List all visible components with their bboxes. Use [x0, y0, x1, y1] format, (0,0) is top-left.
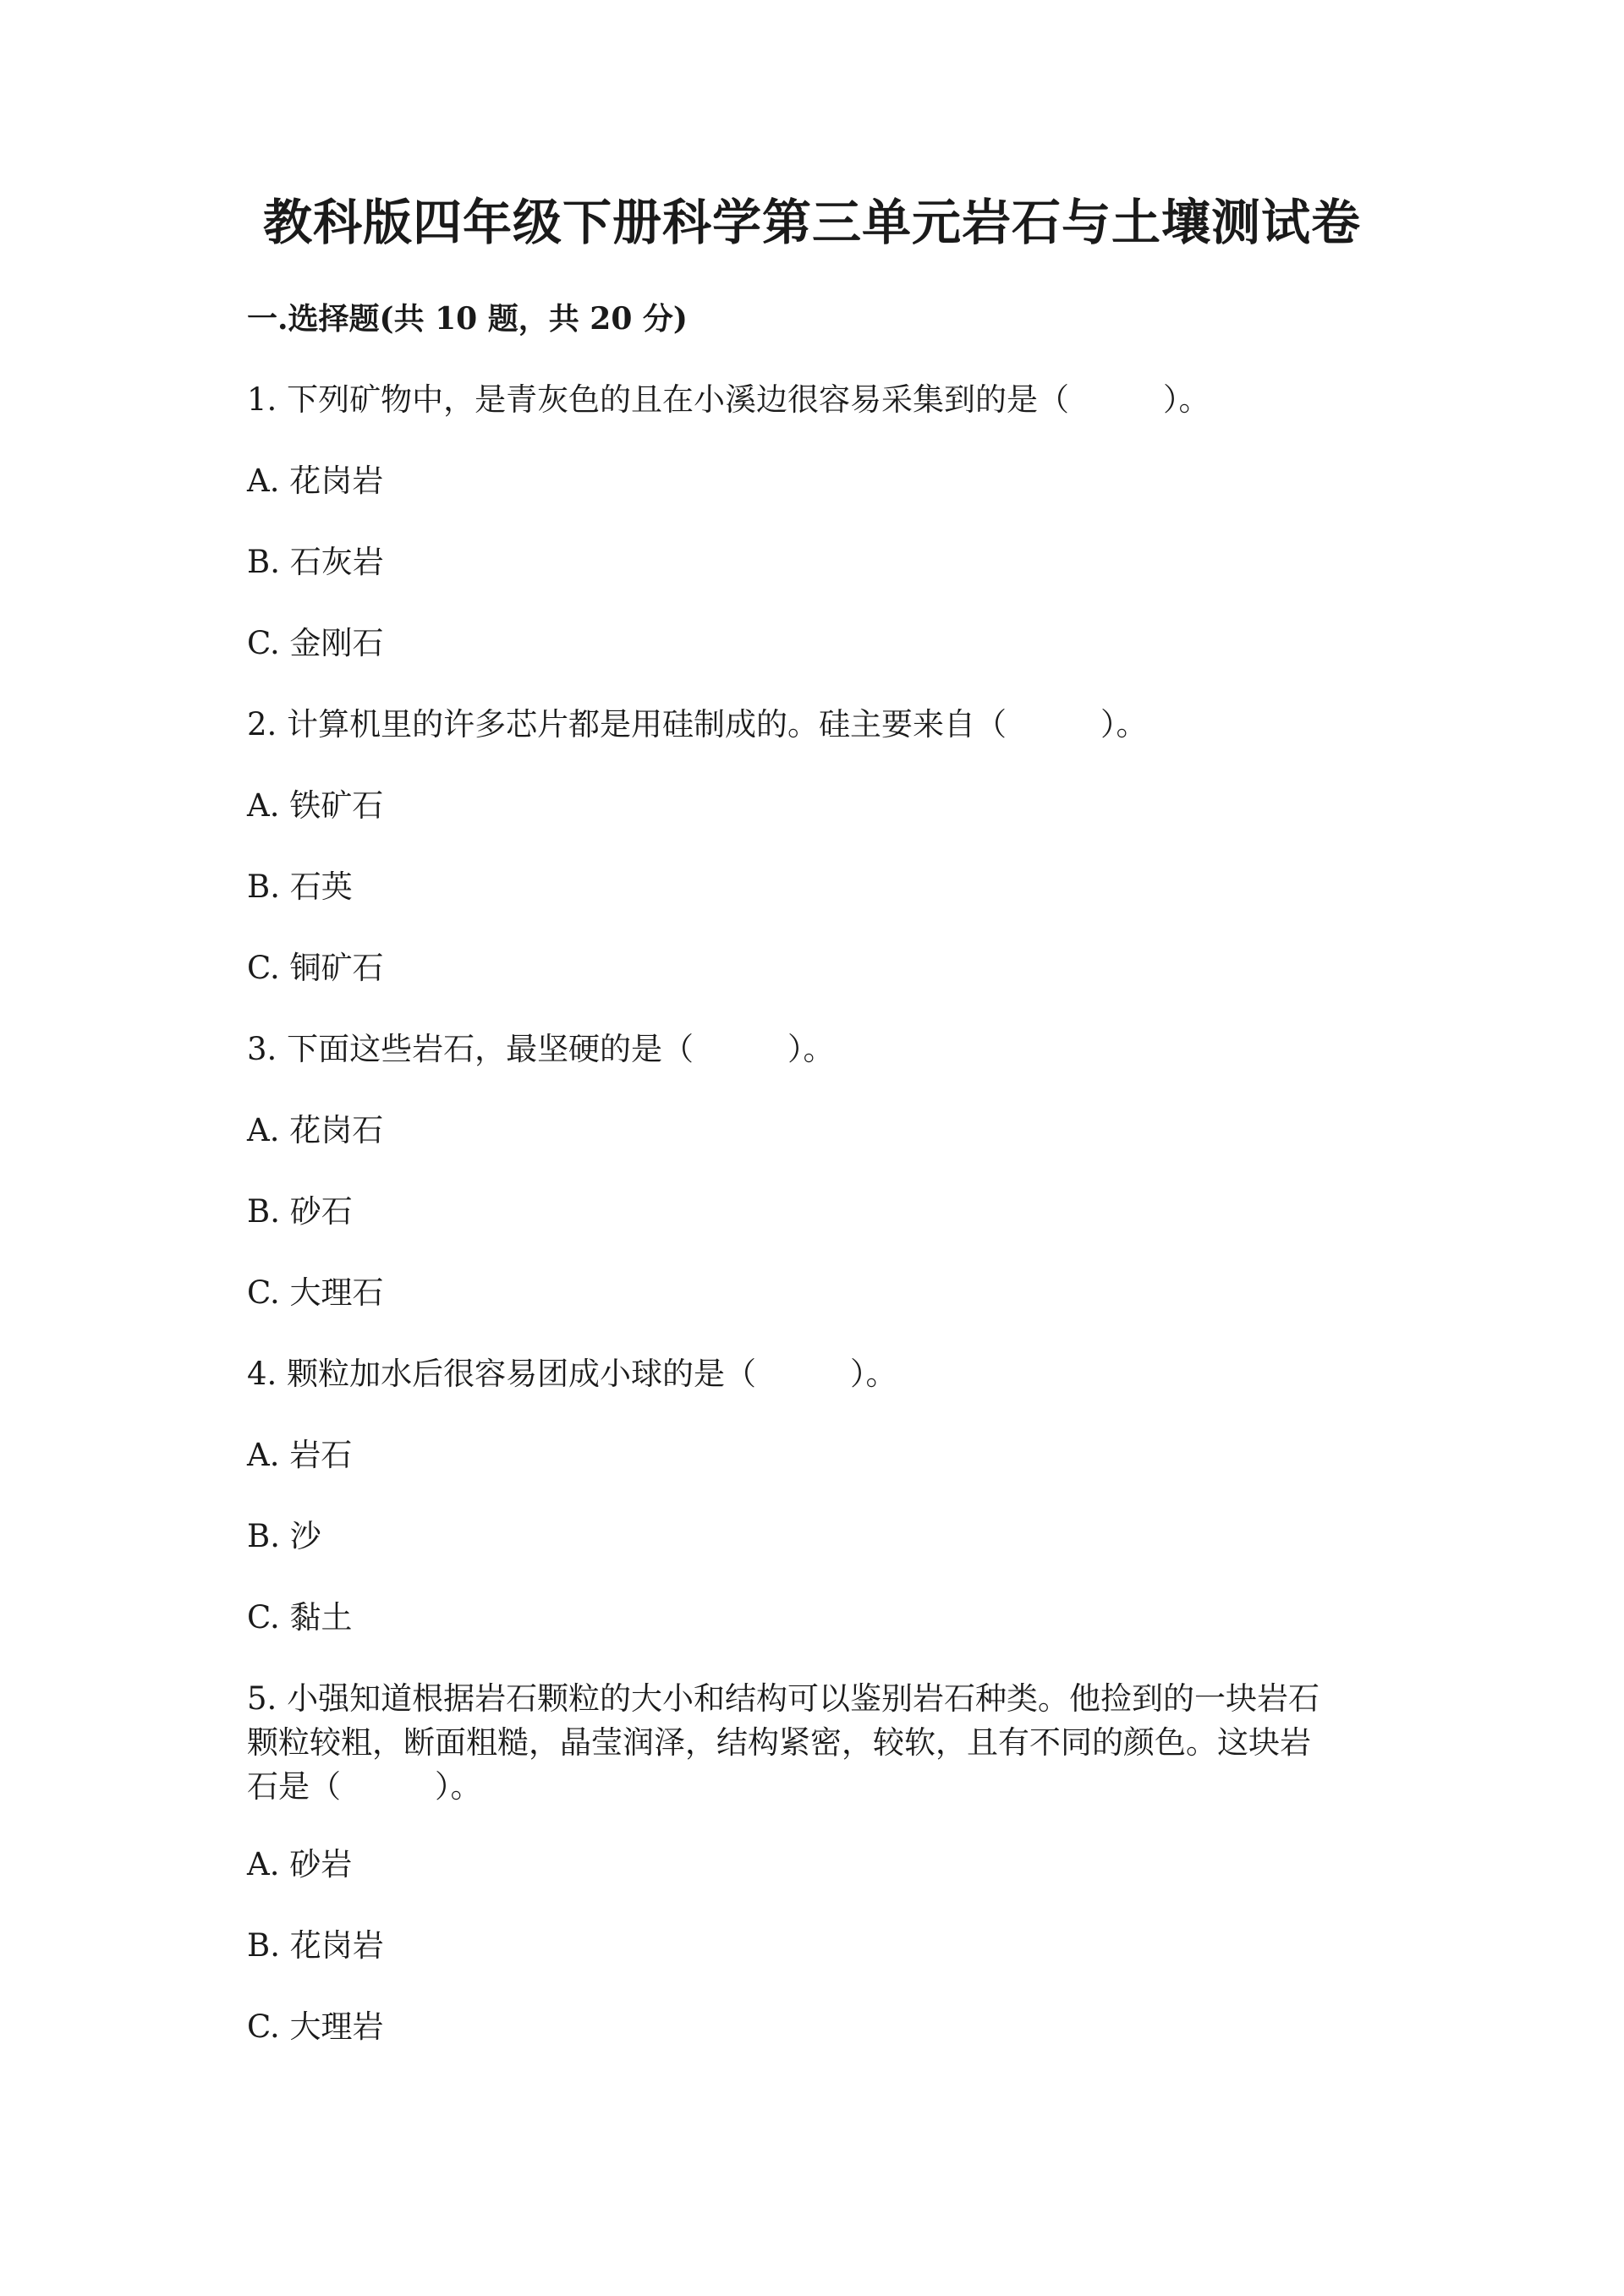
- question-4-option-b[interactable]: B. 沙: [247, 1518, 321, 1554]
- question-5-option-c[interactable]: C. 大理岩: [247, 2008, 384, 2045]
- question-5-stem-line-3: 石是（ ）。: [247, 1768, 482, 1805]
- section-heading: 一.选择题(共 10 题，共 20 分): [247, 301, 688, 337]
- question-1-option-c[interactable]: C. 金刚石: [247, 625, 384, 661]
- question-3-option-c[interactable]: C. 大理石: [247, 1274, 384, 1311]
- question-5-option-a[interactable]: A. 砂岩: [247, 1846, 353, 1882]
- question-5-stem: [247, 1677, 1380, 1809]
- page-title: 教科版四年级下册科学第三单元岩石与土壤测试卷: [262, 194, 1361, 251]
- question-5-stem-line-2: 颗粒较粗，断面粗糙，晶莹润泽，结构紧密，较软，且有不同的颜色。这块岩: [247, 1724, 1311, 1761]
- question-3-option-a[interactable]: A. 花岗石: [247, 1112, 384, 1148]
- question-2-option-b[interactable]: B. 石英: [247, 869, 353, 905]
- question-4-option-a[interactable]: A. 岩石: [247, 1437, 353, 1473]
- question-1-option-a[interactable]: A. 花岗岩: [247, 463, 384, 499]
- question-4-option-c[interactable]: C. 黏土: [247, 1599, 353, 1636]
- question-2-option-a[interactable]: A. 铁矿石: [247, 787, 384, 824]
- question-2-stem: 2. 计算机里的许多芯片都是用硅制成的。硅主要来自（ ）。: [247, 706, 1148, 743]
- question-5-option-b[interactable]: B. 花岗岩: [247, 1927, 384, 1964]
- question-2-option-c[interactable]: C. 铜矿石: [247, 950, 384, 986]
- question-1-stem: 1. 下列矿物中，是青灰色的且在小溪边很容易采集到的是（ ）。: [247, 381, 1210, 418]
- question-5-stem-line-1: 5. 小强知道根据岩石颗粒的大小和结构可以鉴别岩石种类。他捡到的一块岩石: [247, 1680, 1320, 1717]
- question-3-option-b[interactable]: B. 砂石: [247, 1193, 353, 1230]
- question-4-stem: 4. 颗粒加水后很容易团成小球的是（ ）。: [247, 1356, 897, 1392]
- question-1-option-b[interactable]: B. 石灰岩: [247, 544, 384, 580]
- question-3-stem: 3. 下面这些岩石，最坚硬的是（ ）。: [247, 1031, 835, 1067]
